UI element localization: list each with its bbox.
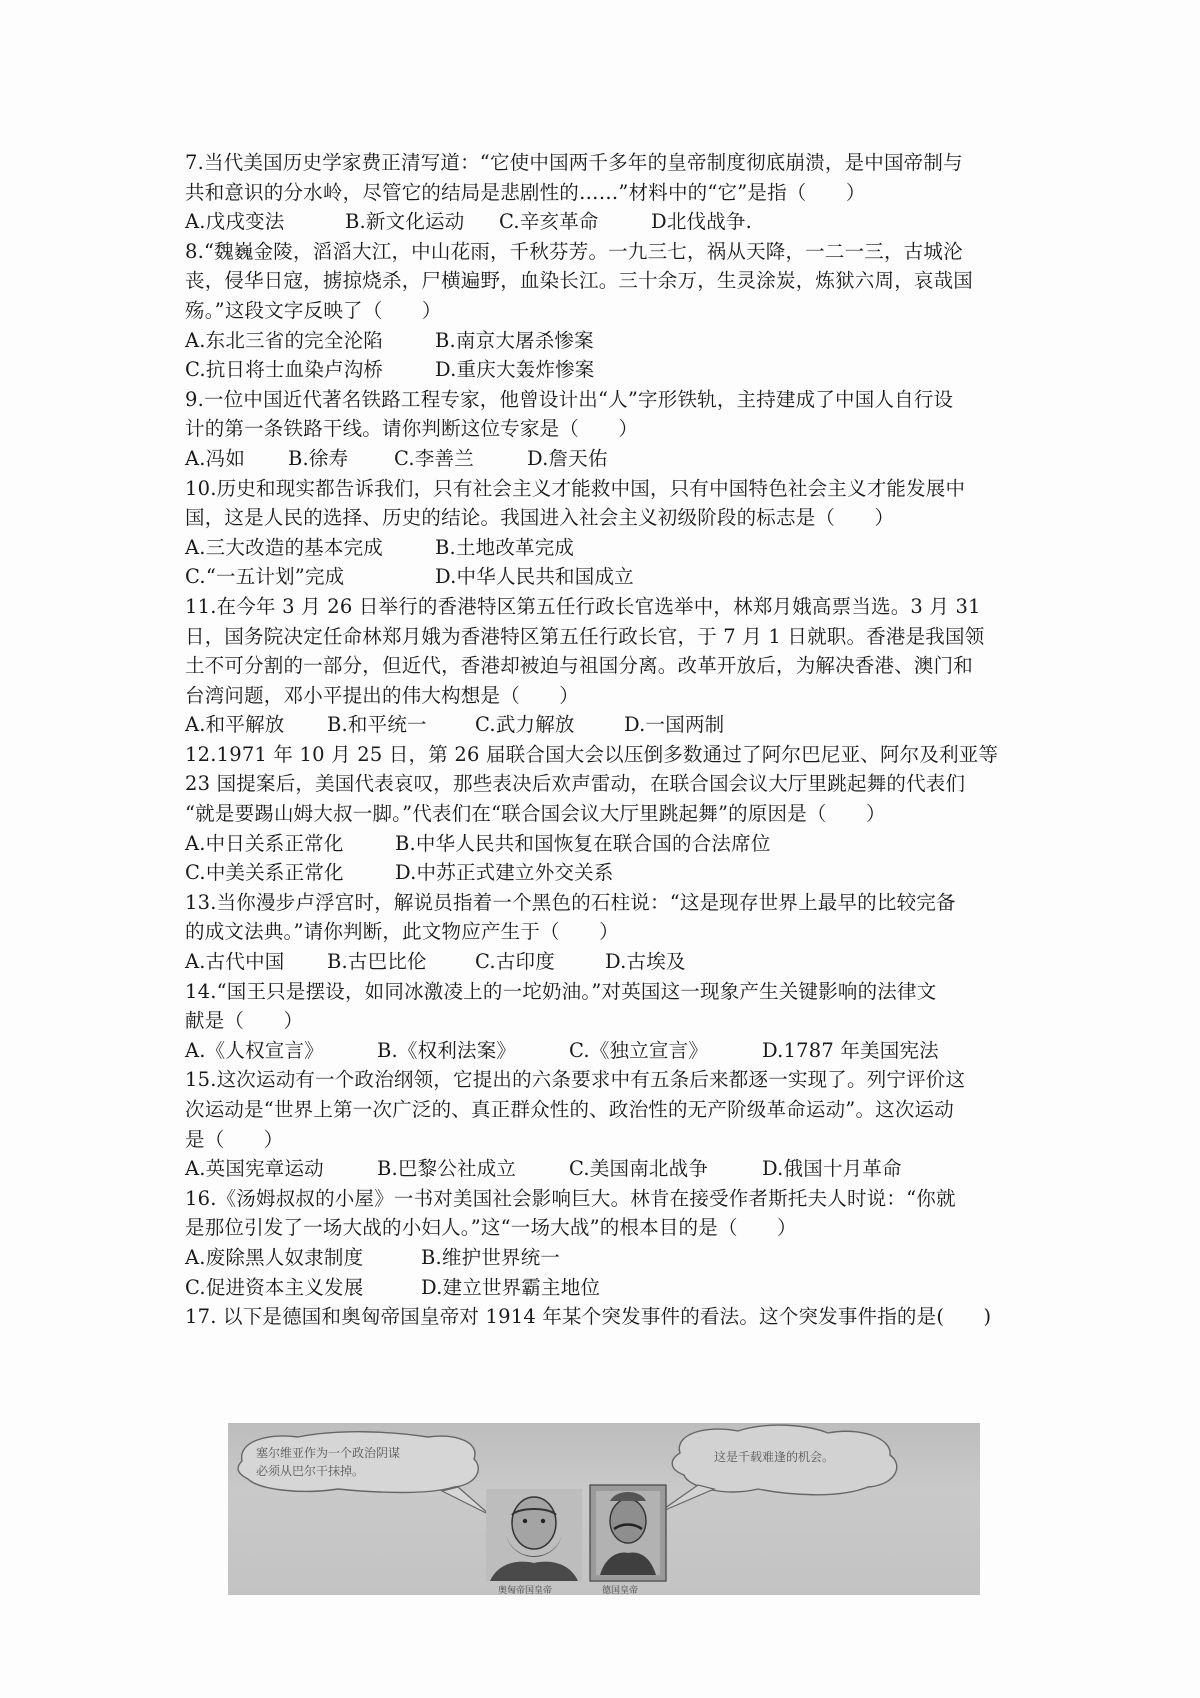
- option-row: [185, 710, 1025, 740]
- austria-hungary-emperor-portrait: [486, 1489, 582, 1581]
- option-row: [185, 444, 1025, 474]
- option-a: A.古代中国: [185, 950, 285, 974]
- question-stem-line: 7.当代美国历史学家费正清写道：“它使中国两千多年的皇帝制度彻底崩溃，是中国帝制与: [185, 151, 963, 174]
- question-stem-line: 日，国务院决定任命林郑月娥为香港特区第五任行政长官，于 7 月 1 日就职。香港是我国领: [185, 624, 985, 648]
- option-b: B.巴黎公社成立: [377, 1157, 517, 1181]
- question-17: [185, 1302, 1025, 1332]
- question-14: [185, 977, 1025, 1066]
- question-stem-line: 共和意识的分水岭，尽管它的结局是悲剧性的……”材料中的“它”是指（ ）: [185, 180, 866, 204]
- option-b: B.南京大屠杀惨案: [435, 328, 594, 352]
- option-b: B.和平统一: [327, 713, 427, 737]
- option-a: A.废除黑人奴隶制度: [185, 1245, 364, 1269]
- option-b: B.《权利法案》: [377, 1038, 517, 1062]
- option-c: C.“一五计划”完成: [185, 565, 345, 589]
- option-row: [185, 355, 1025, 385]
- option-d: D.中苏正式建立外交关系: [395, 861, 614, 885]
- question-8: [185, 237, 1025, 385]
- question-15: [185, 1065, 1025, 1183]
- right-bubble-text: 这是千载难逢的机会。: [714, 1450, 835, 1464]
- question-stem-line: 9.一位中国近代著名铁路工程专家，他曾设计出“人”字形铁轨，主持建成了中国人自行设: [185, 387, 954, 411]
- question-stem-line: 16.《汤姆叔叔的小屋》一书对美国社会影响巨大。林肯在接受作者斯托夫人时说：“你就: [185, 1186, 956, 1210]
- option-d: D.1787 年美国宪法: [762, 1038, 939, 1062]
- option-row: [185, 858, 1025, 888]
- option-row: [185, 533, 1025, 563]
- question-stem-line: 12.1971 年 10 月 25 日，第 26 届联合国大会以压倒多数通过了阿尔巴尼亚、阿尔及利亚等: [185, 742, 999, 766]
- question-list: [185, 148, 1025, 1332]
- option-row: [185, 207, 1025, 237]
- austria-hungary-emperor-caption: 奥匈帝国皇帝: [498, 1586, 553, 1595]
- option-d: D.重庆大轰炸惨案: [435, 358, 595, 382]
- question-stem-line: 14.“国王只是摆设，如同冰激凌上的一坨奶油。”对英国这一现象产生关键影响的法律文: [185, 979, 937, 1003]
- option-row: [185, 947, 1025, 977]
- question-7: [185, 148, 1025, 237]
- question-stem-line: 23 国提案后，美国代表哀叹，那些表决后欢声雷动，在联合国会议大厅里跳起舞的代表们: [185, 772, 966, 796]
- option-b: B.土地改革完成: [435, 535, 575, 559]
- option-b: B.中华人民共和国恢复在联合国的合法席位: [395, 831, 771, 855]
- left-bubble-line-2: 必须从巴尔干抹掉。: [256, 1464, 365, 1478]
- option-row: [185, 562, 1025, 592]
- option-b: B.新文化运动: [345, 210, 465, 234]
- question-stem-line: 8.“魏巍金陵，滔滔大江，中山花雨，千秋芬芳。一九三七，祸从天降，一二一三，古城沦: [185, 239, 963, 263]
- option-row: [185, 1243, 1025, 1273]
- question-16: [185, 1184, 1025, 1302]
- question-stem-line: 丧，侵华日寇，掳掠烧杀，尸横遍野，血染长江。三十余万，生灵涂炭，炼狱六周，哀哉国: [185, 269, 974, 293]
- question-stem-line: “就是要踢山姆大叔一脚。”代表们在“联合国会议大厅里跳起舞”的原因是（ ）: [185, 802, 886, 826]
- left-bubble-line-1: 塞尔维亚作为一个政治阴谋: [256, 1446, 401, 1460]
- option-c: C.《独立宣言》: [569, 1038, 709, 1062]
- left-bubble-tail: [442, 1487, 490, 1515]
- question-stem-line: 17. 以下是德国和奥匈帝国皇帝对 1914 年某个突发事件的看法。这个突发事件指的是( ): [185, 1305, 992, 1329]
- question-stem-line: 的成文法典。”请你判断，此文物应产生于（ ）: [185, 920, 619, 944]
- question-9: [185, 385, 1025, 474]
- option-d: D.建立世界霸主地位: [421, 1275, 601, 1299]
- option-d: D.一国两制: [624, 713, 725, 737]
- option-c: C.武力解放: [475, 713, 575, 737]
- option-c: C.李善兰: [394, 446, 474, 470]
- question-stem-line: 13.当你漫步卢浮宫时，解说员指着一个黑色的石柱说：“这是现存世界上最早的比较完备: [185, 890, 956, 914]
- question-stem-line: 10.历史和现实都告诉我们，只有社会主义才能救中国，只有中国特色社会主义才能发展中: [185, 476, 966, 500]
- option-a: A.中日关系正常化: [185, 831, 344, 855]
- option-d: D.詹天佑: [527, 446, 608, 470]
- question-stem-line: 国，这是人民的选择、历史的结论。我国进入社会主义初级阶段的标志是（ ）: [185, 506, 895, 530]
- option-b: B.古巴比伦: [327, 950, 427, 974]
- option-a: A.《人权宣言》: [185, 1038, 324, 1062]
- option-row: [185, 326, 1025, 356]
- option-c: C.古印度: [475, 950, 555, 974]
- question-13: [185, 888, 1025, 977]
- option-a: A.东北三省的完全沦陷: [185, 328, 383, 352]
- option-b: B.维护世界统一: [421, 1245, 561, 1269]
- question-stem-line: 11.在今年 3 月 26 日举行的香港特区第五任行政长官选举中，林郑月娥高票当选。3 月 31: [185, 594, 981, 618]
- question-stem-line: 计的第一条铁路干线。请你判断这位专家是（ ）: [185, 417, 639, 441]
- option-row: [185, 1154, 1025, 1184]
- question-stem-line: 是（ ）: [185, 1127, 284, 1151]
- option-a: A.戊戌变法: [185, 210, 285, 234]
- option-c: C.促进资本主义发展: [185, 1275, 364, 1299]
- option-row: [185, 829, 1025, 859]
- option-b: B.徐寿: [288, 446, 349, 470]
- question-stem-line: 次运动是“世界上第一次广泛的、真正群众性的、政治性的无产阶级革命运动”。这次运动: [185, 1098, 954, 1121]
- option-a: A.和平解放: [185, 713, 285, 737]
- option-d: D.中华人民共和国成立: [435, 565, 634, 589]
- option-d: D.俄国十月革命: [762, 1157, 902, 1181]
- question-12: [185, 740, 1025, 888]
- option-d: D北伐战争.: [651, 210, 753, 234]
- option-row: [185, 1273, 1025, 1303]
- option-a: A.冯如: [185, 446, 246, 470]
- option-a: A.英国宪章运动: [185, 1157, 324, 1181]
- option-c: C.辛亥革命: [499, 210, 599, 234]
- option-a: A.三大改造的基本完成: [185, 535, 383, 559]
- option-d: D.古埃及: [605, 950, 686, 974]
- question-11: [185, 592, 1025, 740]
- question-stem-line: 献是（ ）: [185, 1009, 304, 1033]
- question-stem-line: 15.这次运动有一个政治纲领，它提出的六条要求中有五条后来都逐一实现了。列宁评价这: [185, 1068, 966, 1092]
- question-stem-line: 土不可分割的一部分，但近代，香港却被迫与祖国分离。改革开放后，为解决香港、澳门和: [185, 654, 974, 678]
- option-c: C.抗日将士血染卢沟桥: [185, 358, 384, 382]
- german-emperor-portrait: [590, 1485, 666, 1581]
- german-emperor-caption: 德国皇帝: [602, 1586, 639, 1595]
- option-row: [185, 1036, 1025, 1066]
- q17-cartoon-figure: [228, 1423, 980, 1595]
- question-stem-line: 殇。”这段文字反映了（ ）: [185, 298, 442, 322]
- option-c: C.中美关系正常化: [185, 861, 344, 885]
- option-c: C.美国南北战争: [569, 1157, 709, 1181]
- question-stem-line: 台湾问题，邓小平提出的伟大构想是（ ）: [185, 683, 580, 707]
- question-stem-line: 是那位引发了一场大战的小妇人。”这“一场大战”的根本目的是（ ）: [185, 1216, 797, 1240]
- question-10: [185, 474, 1025, 592]
